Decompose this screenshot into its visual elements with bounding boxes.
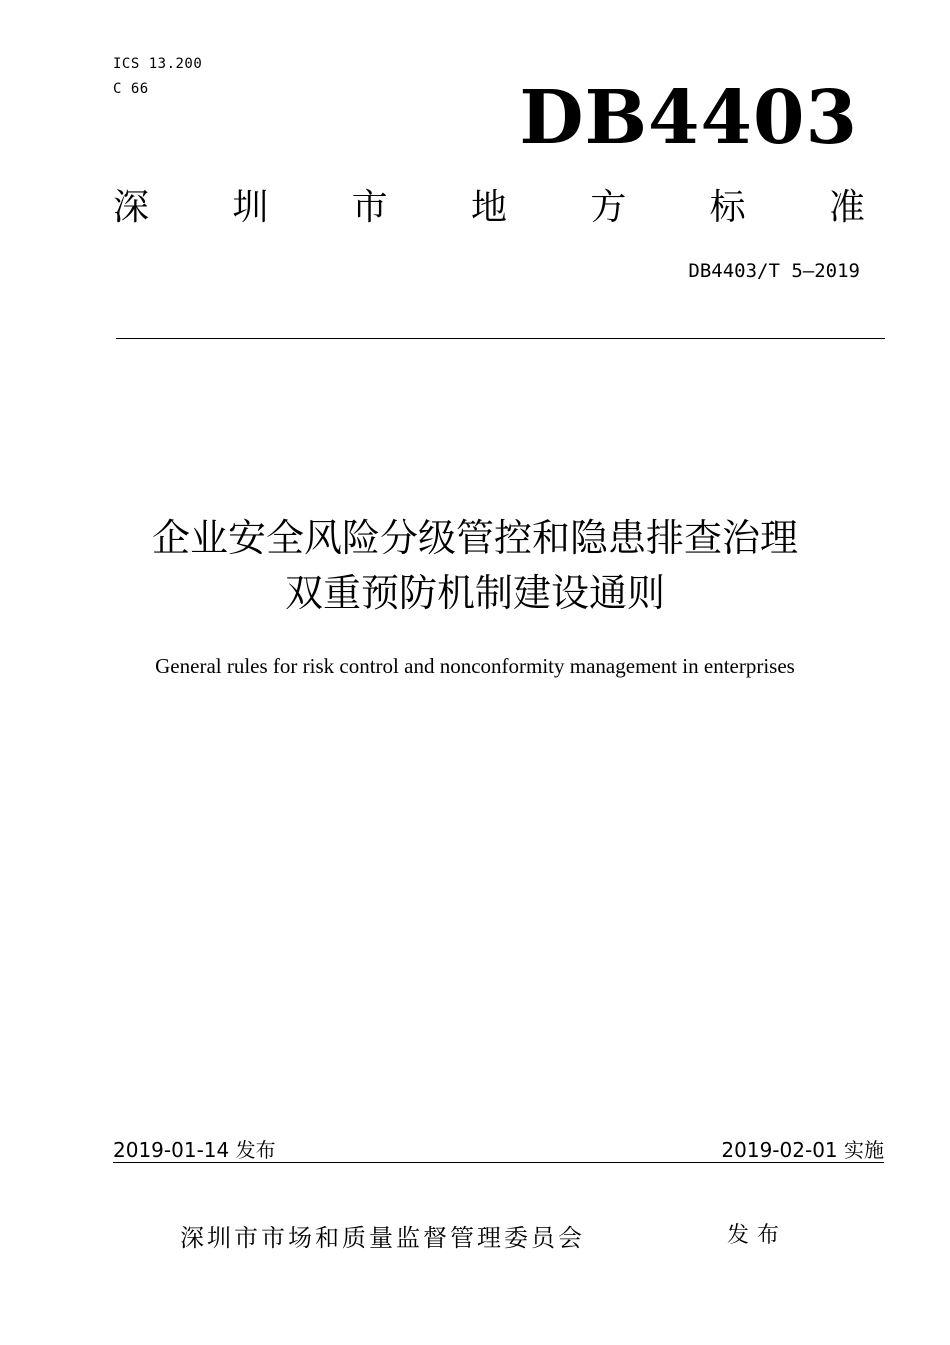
standard-type-char: 准 — [828, 187, 865, 228]
footer-divider — [113, 1162, 884, 1163]
standard-type-char: 深 — [113, 187, 150, 228]
standard-type — [113, 184, 865, 234]
ccs-code: C 66 — [113, 81, 149, 97]
publish-date: 2019-01-14 发布 — [113, 1138, 276, 1162]
document-title-line-1: 企业安全风险分级管控和隐患排查治理 — [151, 516, 798, 560]
implementation-date: 2019-02-01 实施 — [721, 1138, 884, 1162]
issue-label: 发布 — [727, 1223, 788, 1248]
document-title-line-2: 双重预防机制建设通则 — [284, 571, 665, 615]
standard-number: DB4403/T 5—2019 — [688, 260, 860, 282]
standard-logo: DB4403 — [519, 75, 858, 161]
header-divider — [116, 338, 885, 339]
english-title: General rules for risk control and nonconformity management in enterprises — [155, 654, 795, 678]
standard-type-char: 市 — [351, 187, 388, 228]
standard-type-char: 标 — [709, 187, 746, 228]
standard-type-char: 方 — [590, 187, 627, 228]
issuing-authority: 深圳市市场和质量监督管理委员会 — [180, 1224, 585, 1252]
standard-type-char: 圳 — [232, 187, 269, 228]
standard-type-char: 地 — [470, 187, 507, 228]
ics-code: ICS 13.200 — [113, 56, 203, 72]
